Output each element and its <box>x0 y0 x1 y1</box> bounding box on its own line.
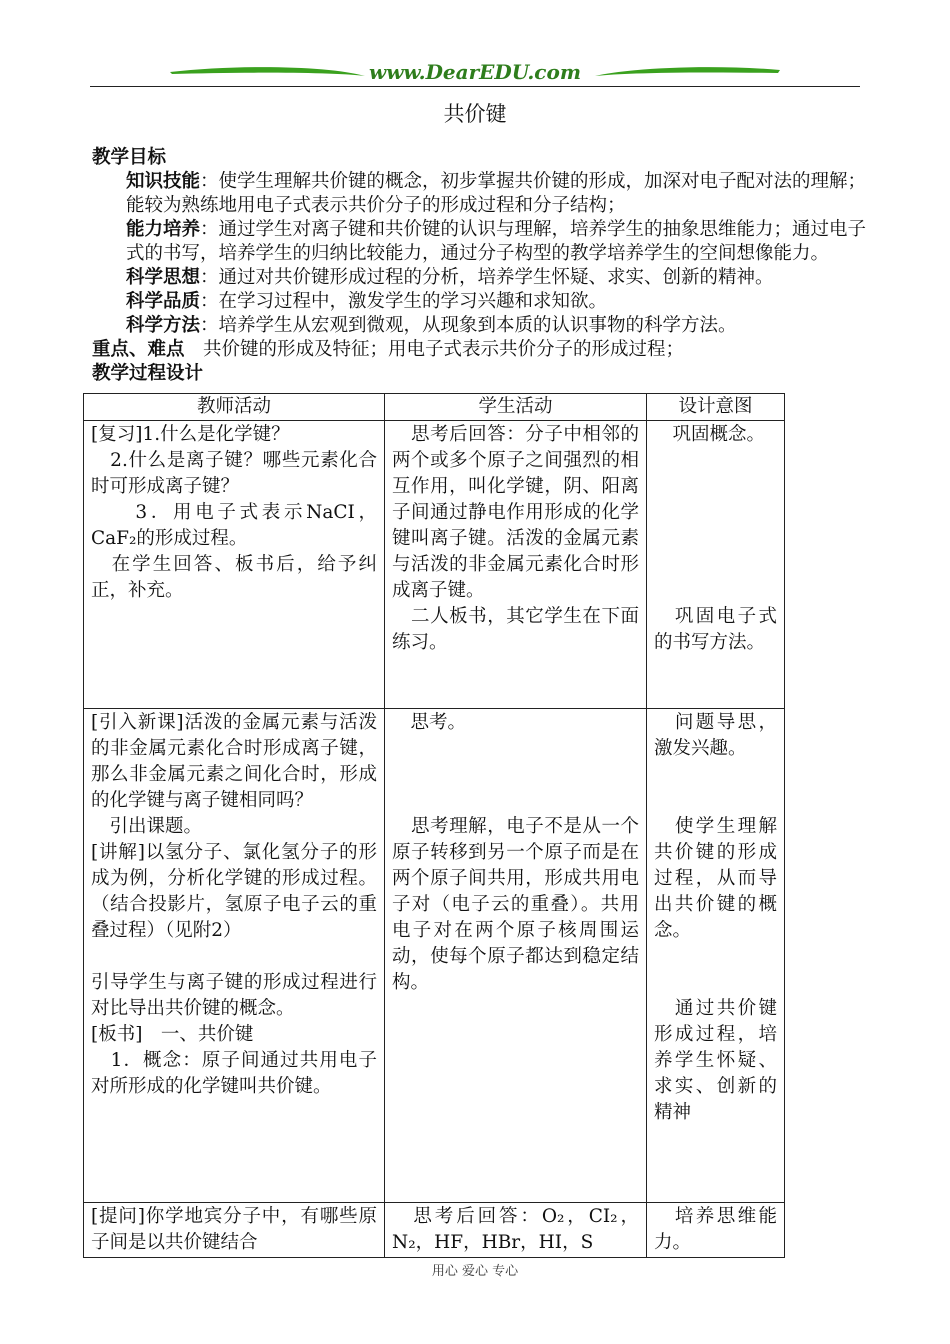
header-design-intent: 设计意图 <box>647 394 785 421</box>
site-logo-text[interactable]: www.DearEDU.com <box>368 60 581 84</box>
key-points: 重点、难点 共价键的形成及特征；用电子式表示共价分子的形成过程； <box>92 339 685 360</box>
objectives-section <box>92 146 872 386</box>
intent-cell: 培养思维能力。 <box>647 1203 785 1258</box>
objective-item: 科学思想：通过对共价键形成过程的分析，培养学生怀疑、求实、创新的精神。 <box>126 267 774 288</box>
table-row <box>84 421 785 709</box>
header-rule <box>90 86 860 87</box>
teaching-process-table <box>83 393 785 1258</box>
header-student-activity: 学生活动 <box>385 394 647 421</box>
objectives-heading: 教学目标 <box>92 147 167 168</box>
objective-item: 知识技能：使学生理解共价键的概念，初步掌握共价键的形成，加深对电子配对法的理解；能较为熟练地用电子式表示共价分子的形成过程和分子结构； <box>126 171 867 216</box>
page-footer: 用心 爱心 专心 <box>431 1264 519 1279</box>
table-header-row <box>84 394 785 421</box>
table-row <box>84 1203 785 1258</box>
header-teacher-activity: 教师活动 <box>84 394 385 421</box>
student-cell: 思考后回答：分子中相邻的两个或多个原子之间强烈的相互作用，叫化学键，阴、阳离子间通过静电作用形成的化学键叫离子键。活泼的金属元素与活泼的非金属元素化合时形成离子键。 二人板书，其它学生在下面练习。 <box>385 421 647 709</box>
teacher-cell: [引入新课]活泼的金属元素与活泼的非金属元素化合时形成离子键，那么非金属元素之间化合时，形成的化学键与离子键相同吗？ 引出课题。 [讲解]以氢分子、氯化氢分子的形成为例，分析化学键的形成过程。（结合投影片，氢原子电子云的重叠过程）（见附2） 引导学生与离子键的形成过程进行对比导出共价键的概念。 [板书] 一、共价键 1．概念：原子间通过共用电子对所形成的化学键叫共价键。 <box>84 709 385 1203</box>
teacher-cell: [复习]1.什么是化学键？ 2.什么是离子键？哪些元素化合时可形成离子键？ 3．用电子式表示NaCI，CaF₂的形成过程。 在学生回答、板书后，给予纠正，补充。 <box>84 421 385 709</box>
teacher-cell: [提问]你学地宾分子中，有哪些原子间是以共价键结合 <box>84 1203 385 1258</box>
objective-item: 科学品质：在学习过程中，激发学生的学习兴趣和求知欲。 <box>126 291 608 312</box>
process-heading: 教学过程设计 <box>92 363 204 384</box>
page-title: 共价键 <box>443 102 507 126</box>
objective-item: 能力培养：通过学生对离子键和共价键的认识与理解，培养学生的抽象思维能力；通过电子式的书写，培养学生的归纳比较能力，通过分子构型的教学培养学生的空间想像能力。 <box>126 219 867 264</box>
intent-cell: 问题导思，激发兴趣。 使学生理解共价键的形成过程，从而导出共价键的概念。 通过共价键形成过程，培养学生怀疑、求实、创新的精神 <box>647 709 785 1203</box>
objective-item: 科学方法：培养学生从宏观到微观，从现象到本质的认识事物的科学方法。 <box>126 315 737 336</box>
student-cell: 思考后回答：O₂，CI₂，N₂，HF，HBr，HI，S <box>385 1203 647 1258</box>
intent-cell: 巩固概念。 巩固电子式的书写方法。 <box>647 421 785 709</box>
student-cell: 思考。 思考理解，电子不是从一个原子转移到另一个原子而是在两个原子间共用，形成共用电子对（电子云的重叠）。共用电子对在两个原子核周围运动，使每个原子都达到稳定结构。 <box>385 709 647 1203</box>
table-row <box>84 709 785 1203</box>
